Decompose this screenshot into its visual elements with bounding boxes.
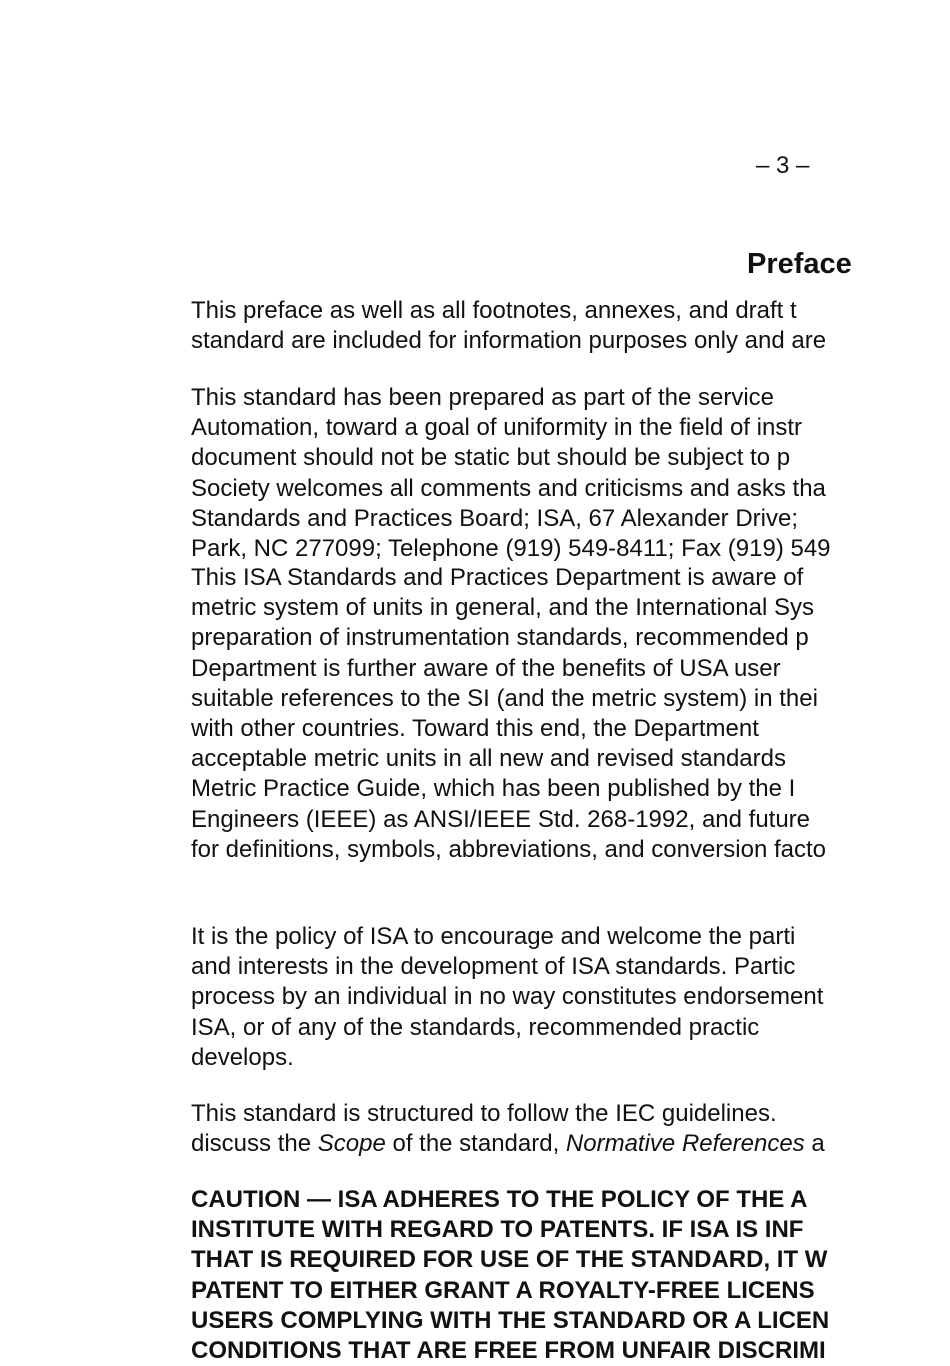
text-line: THAT IS REQUIRED FOR USE OF THE STANDARD, IT W [191, 1246, 828, 1274]
text-line: develops. [191, 1043, 294, 1071]
text-line: INSTITUTE WITH REGARD TO PATENTS. IF ISA IS INF [191, 1216, 804, 1244]
paragraph-metric-units [191, 563, 950, 865]
text-line: for definitions, symbols, abbreviations, and conversion facto [191, 835, 827, 863]
text-line: USERS COMPLYING WITH THE STANDARD OR A LICEN [191, 1306, 830, 1334]
text-run: discuss the [191, 1130, 318, 1158]
text-line: Standards and Practices Board; ISA, 67 Alexander Drive; [191, 504, 798, 532]
page-number: – 3 – [756, 152, 810, 179]
text-line: Park, NC 277099; Telephone (919) 549-8411; Fax (919) 549 [191, 534, 831, 562]
text-line: Society welcomes all comments and criticisms and asks tha [191, 474, 826, 502]
text-line: Department is further aware of the benefits of USA user [191, 654, 781, 682]
text-line: CAUTION — ISA ADHERES TO THE POLICY OF THE A [191, 1186, 808, 1213]
text-line: standard are included for information purposes only and are [191, 327, 827, 355]
paragraph-information-purposes [191, 296, 950, 356]
text-line: This standard has been prepared as part of the service [191, 384, 775, 411]
text-line: It is the policy of ISA to encourage and welcome the parti [191, 923, 796, 950]
caution-notice [191, 1185, 950, 1366]
text-line: PATENT TO EITHER GRANT A ROYALTY-FREE LICENS [191, 1276, 815, 1304]
text-line [191, 1129, 950, 1159]
text-line: metric system of units in general, and the International Sys [191, 594, 814, 622]
text-line: with other countries. Toward this end, the Department [191, 714, 759, 742]
text-run: a [804, 1130, 825, 1158]
text-line: This standard is structured to follow the IEC guidelines. [191, 1100, 777, 1127]
text-line: CONDITIONS THAT ARE FREE FROM UNFAIR DISCRIMI [191, 1336, 826, 1364]
text-run: of the standard, [385, 1130, 566, 1158]
text-line: This preface as well as all footnotes, annexes, and draft t [191, 297, 797, 324]
scope-term: Scope [317, 1130, 386, 1158]
text-line: ISA, or of any of the standards, recommended practic [191, 1013, 760, 1041]
paragraph-iec-structure [191, 1099, 950, 1159]
text-line: This ISA Standards and Practices Department is aware of [191, 564, 804, 591]
text-line: acceptable metric units in all new and revised standards [191, 745, 786, 773]
text-line: process by an individual in no way constitutes endorsement [191, 983, 824, 1011]
normative-references-term: Normative References [565, 1130, 805, 1158]
text-line: preparation of instrumentation standards, recommended p [191, 624, 809, 652]
paragraph-participation-policy [191, 922, 950, 1073]
text-line: suitable references to the SI (and the metric system) in thei [191, 684, 818, 712]
page-title: Preface [747, 248, 852, 280]
text-line: Automation, toward a goal of uniformity in the field of instr [191, 414, 802, 442]
text-line: Metric Practice Guide, which has been published by the I [191, 775, 796, 803]
text-line: document should not be static but should be subject to p [191, 444, 791, 472]
text-line: Engineers (IEEE) as ANSI/IEEE Std. 268-1992, and future [191, 805, 811, 833]
text-line: and interests in the development of ISA standards. Partic [191, 953, 796, 981]
paragraph-service-and-contact [191, 383, 950, 564]
